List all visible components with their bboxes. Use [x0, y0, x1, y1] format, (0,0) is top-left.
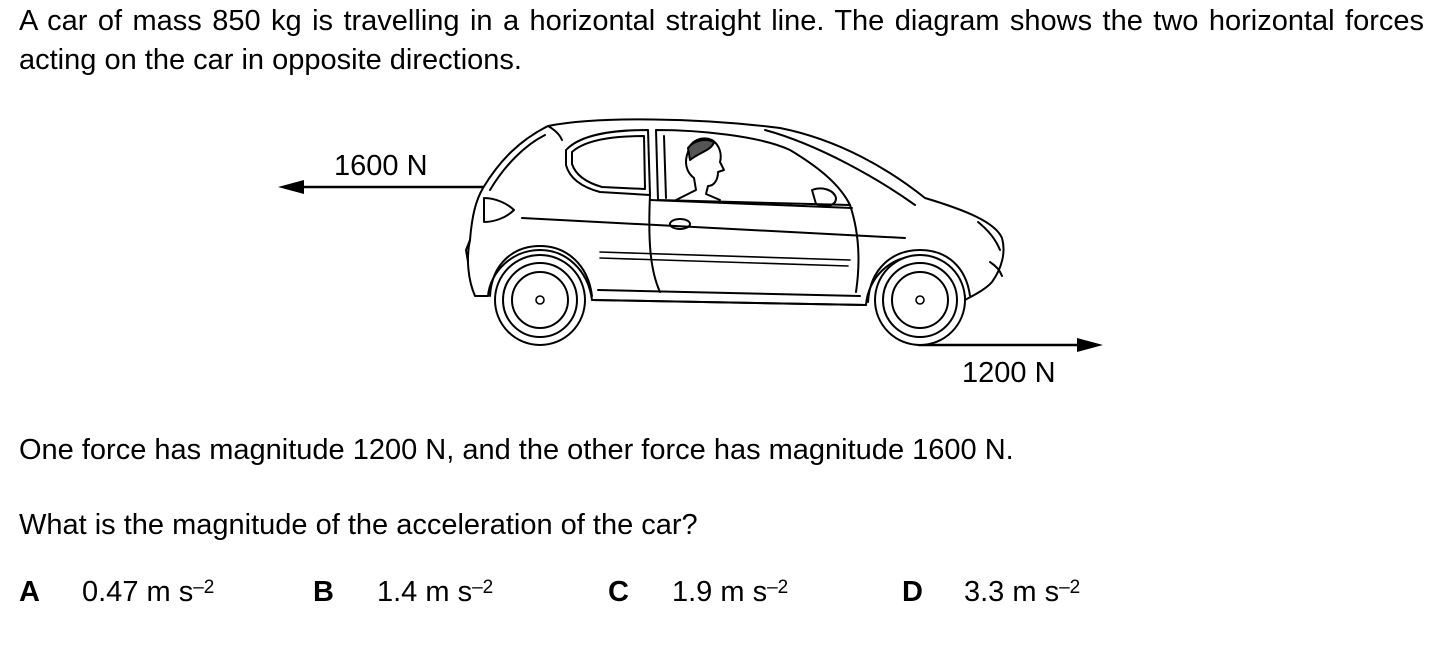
option-letter: A	[19, 576, 40, 608]
left-force-arrow	[278, 180, 488, 194]
option-value: 1.4 m s	[377, 576, 473, 608]
option-exponent: –2	[1059, 577, 1081, 598]
option-c[interactable]	[608, 574, 788, 610]
option-exponent: –2	[193, 577, 215, 598]
option-letter: B	[313, 576, 334, 608]
option-value: 0.47 m s	[82, 576, 194, 608]
question-intro: A car of mass 850 kg is travelling in a horizontal straight line. The diagram shows the two horizontal forces acting on the car in opposite directions.	[19, 5, 1424, 76]
question-statement: One force has magnitude 1200 N, and the other force has magnitude 1600 N.	[19, 434, 1014, 466]
right-force-arrow	[918, 338, 1103, 352]
car-illustration	[466, 119, 1004, 345]
option-b[interactable]	[313, 574, 493, 610]
option-value: 1.9 m s	[672, 576, 768, 608]
left-force-label: 1600 N	[334, 150, 428, 182]
option-a[interactable]	[19, 574, 214, 610]
option-d[interactable]	[902, 574, 1080, 610]
option-exponent: –2	[767, 577, 789, 598]
option-letter: D	[902, 576, 923, 608]
question-prompt: What is the magnitude of the acceleration of the car?	[19, 509, 698, 541]
option-exponent: –2	[472, 577, 494, 598]
right-force-label: 1200 N	[962, 357, 1056, 389]
option-value: 3.3 m s	[964, 576, 1060, 608]
option-letter: C	[608, 576, 629, 608]
